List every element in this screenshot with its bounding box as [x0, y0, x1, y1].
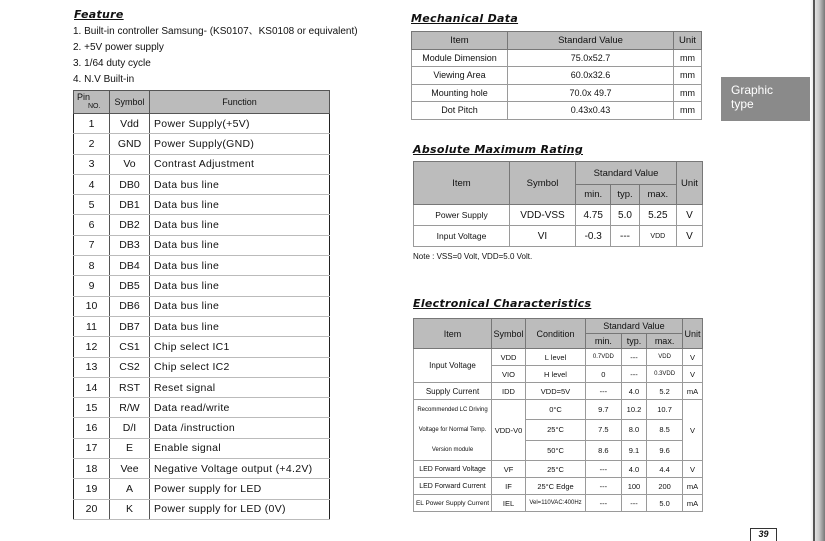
pin-symbol: DB1 — [110, 195, 150, 215]
abs-symbol: VDD-VSS — [510, 205, 576, 226]
table-row — [412, 84, 702, 102]
pin-function: Data bus line — [150, 235, 330, 255]
table-row — [74, 174, 330, 194]
table-row: Input Voltage VDD L level 0.7VDD --- VDD V — [414, 349, 703, 366]
mech-item: Module Dimension — [412, 49, 508, 67]
mech-unit: mm — [674, 67, 702, 85]
pin-symbol: GND — [110, 134, 150, 154]
pin-function: Data read/write — [150, 398, 330, 418]
table-row — [74, 296, 330, 316]
table-row: VIO H level 0 --- 0.3VDD V — [414, 366, 703, 383]
pin-function: Power supply for LED — [150, 479, 330, 499]
abs-item: Power Supply — [414, 205, 510, 226]
el-unit-header: Unit — [683, 319, 703, 349]
table-row — [414, 226, 703, 247]
pin-symbol: Vo — [110, 154, 150, 174]
pin-number: 11 — [74, 316, 110, 336]
feature-item: 4. N.V Built-in — [73, 74, 135, 85]
pin-no-header: Pin NO. — [74, 91, 110, 114]
el-min-header: min. — [586, 334, 622, 349]
mech-item: Viewing Area — [412, 67, 508, 85]
abs-symbol: VI — [510, 226, 576, 247]
pin-symbol: DB5 — [110, 276, 150, 296]
page-edge-line — [813, 0, 815, 541]
pin-symbol: Vee — [110, 459, 150, 479]
table-row — [74, 357, 330, 377]
pin-function: Contrast Adjustment — [150, 154, 330, 174]
table-row — [74, 337, 330, 357]
mech-item: Mounting hole — [412, 84, 508, 102]
pin-number: 2 — [74, 134, 110, 154]
abs-typ: 5.0 — [611, 205, 639, 226]
feature-item: 3. 1/64 duty cycle — [73, 58, 151, 69]
pin-function: Data bus line — [150, 296, 330, 316]
mech-value: 75.0x52.7 — [508, 49, 674, 67]
table-row: 25°C 7.5 8.0 8.5 — [414, 420, 703, 440]
pin-symbol: DB0 — [110, 174, 150, 194]
table-row — [74, 134, 330, 154]
feature-item: 1. Built-in controller Samsung- (KS0107、KS0108 or equivalent) — [73, 26, 358, 37]
abs-max: 5.25 — [639, 205, 676, 226]
table-row — [74, 499, 330, 519]
feature-heading: Feature — [74, 8, 124, 21]
abs-standard-header: Standard Value — [576, 162, 677, 185]
table-row — [74, 195, 330, 215]
pin-function: Data bus line — [150, 215, 330, 235]
table-row — [74, 276, 330, 296]
table-row — [74, 114, 330, 134]
el-condition-header: Condition — [526, 319, 586, 349]
pin-number: 13 — [74, 357, 110, 377]
pin-function: Power Supply(+5V) — [150, 114, 330, 134]
absolute-note: Note : VSS=0 Volt, VDD=5.0 Volt. — [413, 252, 533, 261]
pin-number: 18 — [74, 459, 110, 479]
table-row — [74, 235, 330, 255]
pin-function: Chip select IC2 — [150, 357, 330, 377]
absolute-heading: Absolute Maximum Rating — [413, 143, 583, 156]
pin-number: 3 — [74, 154, 110, 174]
pin-number: 20 — [74, 499, 110, 519]
pin-number: 19 — [74, 479, 110, 499]
abs-min: 4.75 — [576, 205, 611, 226]
pin-function: Chip select IC1 — [150, 337, 330, 357]
table-row — [412, 102, 702, 120]
abs-unit: V — [677, 226, 703, 247]
abs-max-header: max. — [639, 185, 676, 205]
abs-symbol-header: Symbol — [510, 162, 576, 205]
function-header: Function — [150, 91, 330, 114]
table-row: Supply Current IDD VDD=5V --- 4.0 5.2 mA — [414, 383, 703, 400]
pin-number: 16 — [74, 418, 110, 438]
el-typ-header: typ. — [621, 334, 646, 349]
table-row: 50°C 8.6 9.1 9.6 — [414, 440, 703, 460]
mech-unit: mm — [674, 102, 702, 120]
pin-assignment-table — [73, 90, 330, 520]
pin-function: Enable signal — [150, 438, 330, 458]
electrical-heading: Electronical Characteristics — [413, 297, 592, 310]
pin-number: 8 — [74, 256, 110, 276]
feature-list — [73, 24, 403, 88]
mech-value: 60.0x32.6 — [508, 67, 674, 85]
pin-function: Data bus line — [150, 256, 330, 276]
pin-function: Data bus line — [150, 316, 330, 336]
abs-typ: --- — [611, 226, 639, 247]
table-row — [74, 459, 330, 479]
pin-symbol: CS1 — [110, 337, 150, 357]
table-row — [412, 49, 702, 67]
pin-number: 5 — [74, 195, 110, 215]
pin-number: 9 — [74, 276, 110, 296]
pin-symbol: K — [110, 499, 150, 519]
pin-number: 10 — [74, 296, 110, 316]
page-number: 39 — [750, 528, 777, 541]
el-item-header: Item — [414, 319, 492, 349]
pin-symbol: DB3 — [110, 235, 150, 255]
pin-number: 17 — [74, 438, 110, 458]
table-row: Recommended LC Driving Voltage for Normal Temp. Version module VDD-V0 0°C 9.7 10.2 10.7 V — [414, 400, 703, 420]
el-max-header: max. — [647, 334, 683, 349]
table-row — [74, 316, 330, 336]
pin-function: Negative Voltage output (+4.2V) — [150, 459, 330, 479]
pin-number: 15 — [74, 398, 110, 418]
pin-function: Power supply for LED (0V) — [150, 499, 330, 519]
mech-unit-header: Unit — [674, 32, 702, 50]
pin-function: Data bus line — [150, 276, 330, 296]
pin-number: 4 — [74, 174, 110, 194]
table-row — [74, 479, 330, 499]
table-row — [74, 215, 330, 235]
mech-standard-header: Standard Value — [508, 32, 674, 50]
mechanical-heading: Mechanical Data — [411, 12, 519, 25]
abs-unit-header: Unit — [677, 162, 703, 205]
pin-function: Power Supply(GND) — [150, 134, 330, 154]
pin-symbol: DB7 — [110, 316, 150, 336]
pin-number: 7 — [74, 235, 110, 255]
symbol-header: Symbol — [110, 91, 150, 114]
pin-function: Data bus line — [150, 195, 330, 215]
table-row — [74, 398, 330, 418]
feature-item: 2. +5V power supply — [73, 42, 164, 53]
pin-symbol: A — [110, 479, 150, 499]
table-row — [74, 377, 330, 397]
abs-unit: V — [677, 205, 703, 226]
el-symbol-header: Symbol — [492, 319, 526, 349]
pin-table-header — [74, 91, 330, 114]
pin-number: 1 — [74, 114, 110, 134]
pin-function: Data /instruction — [150, 418, 330, 438]
pin-symbol: E — [110, 438, 150, 458]
pin-symbol: DB4 — [110, 256, 150, 276]
el-standard-header: Standard Value — [586, 319, 683, 334]
table-row: LED Forward Voltage VF 25°C --- 4.0 4.4 V — [414, 461, 703, 478]
table-row — [412, 67, 702, 85]
pin-function: Reset signal — [150, 377, 330, 397]
graphic-type-tab: Graphic type — [721, 77, 825, 121]
table-row — [74, 256, 330, 276]
electrical-table — [413, 318, 703, 512]
mech-unit: mm — [674, 84, 702, 102]
table-row: EL Power Supply Current IEL Vel=110VAC:400Hz --- --- 5.0 mA — [414, 495, 703, 512]
mech-item: Dot Pitch — [412, 102, 508, 120]
abs-min: -0.3 — [576, 226, 611, 247]
pin-symbol: Vdd — [110, 114, 150, 134]
abs-max: VDD — [639, 226, 676, 247]
abs-item-header: Item — [414, 162, 510, 205]
pin-symbol: DB6 — [110, 296, 150, 316]
absolute-rating-table — [413, 161, 703, 247]
abs-item: Input Voltage — [414, 226, 510, 247]
table-row — [74, 154, 330, 174]
pin-symbol: R/W — [110, 398, 150, 418]
pin-number: 6 — [74, 215, 110, 235]
mech-unit: mm — [674, 49, 702, 67]
mech-item-header: Item — [412, 32, 508, 50]
table-row: LED Forward Current IF 25°C Edge --- 100 200 mA — [414, 478, 703, 495]
table-row — [74, 418, 330, 438]
abs-typ-header: typ. — [611, 185, 639, 205]
pin-symbol: D/I — [110, 418, 150, 438]
table-row — [414, 205, 703, 226]
table-row — [74, 438, 330, 458]
pin-symbol: DB2 — [110, 215, 150, 235]
pin-function: Data bus line — [150, 174, 330, 194]
pin-symbol: RST — [110, 377, 150, 397]
mech-value: 0.43x0.43 — [508, 102, 674, 120]
mech-value: 70.0x 49.7 — [508, 84, 674, 102]
abs-min-header: min. — [576, 185, 611, 205]
mechanical-table — [411, 31, 702, 120]
pin-number: 12 — [74, 337, 110, 357]
pin-number: 14 — [74, 377, 110, 397]
pin-symbol: CS2 — [110, 357, 150, 377]
